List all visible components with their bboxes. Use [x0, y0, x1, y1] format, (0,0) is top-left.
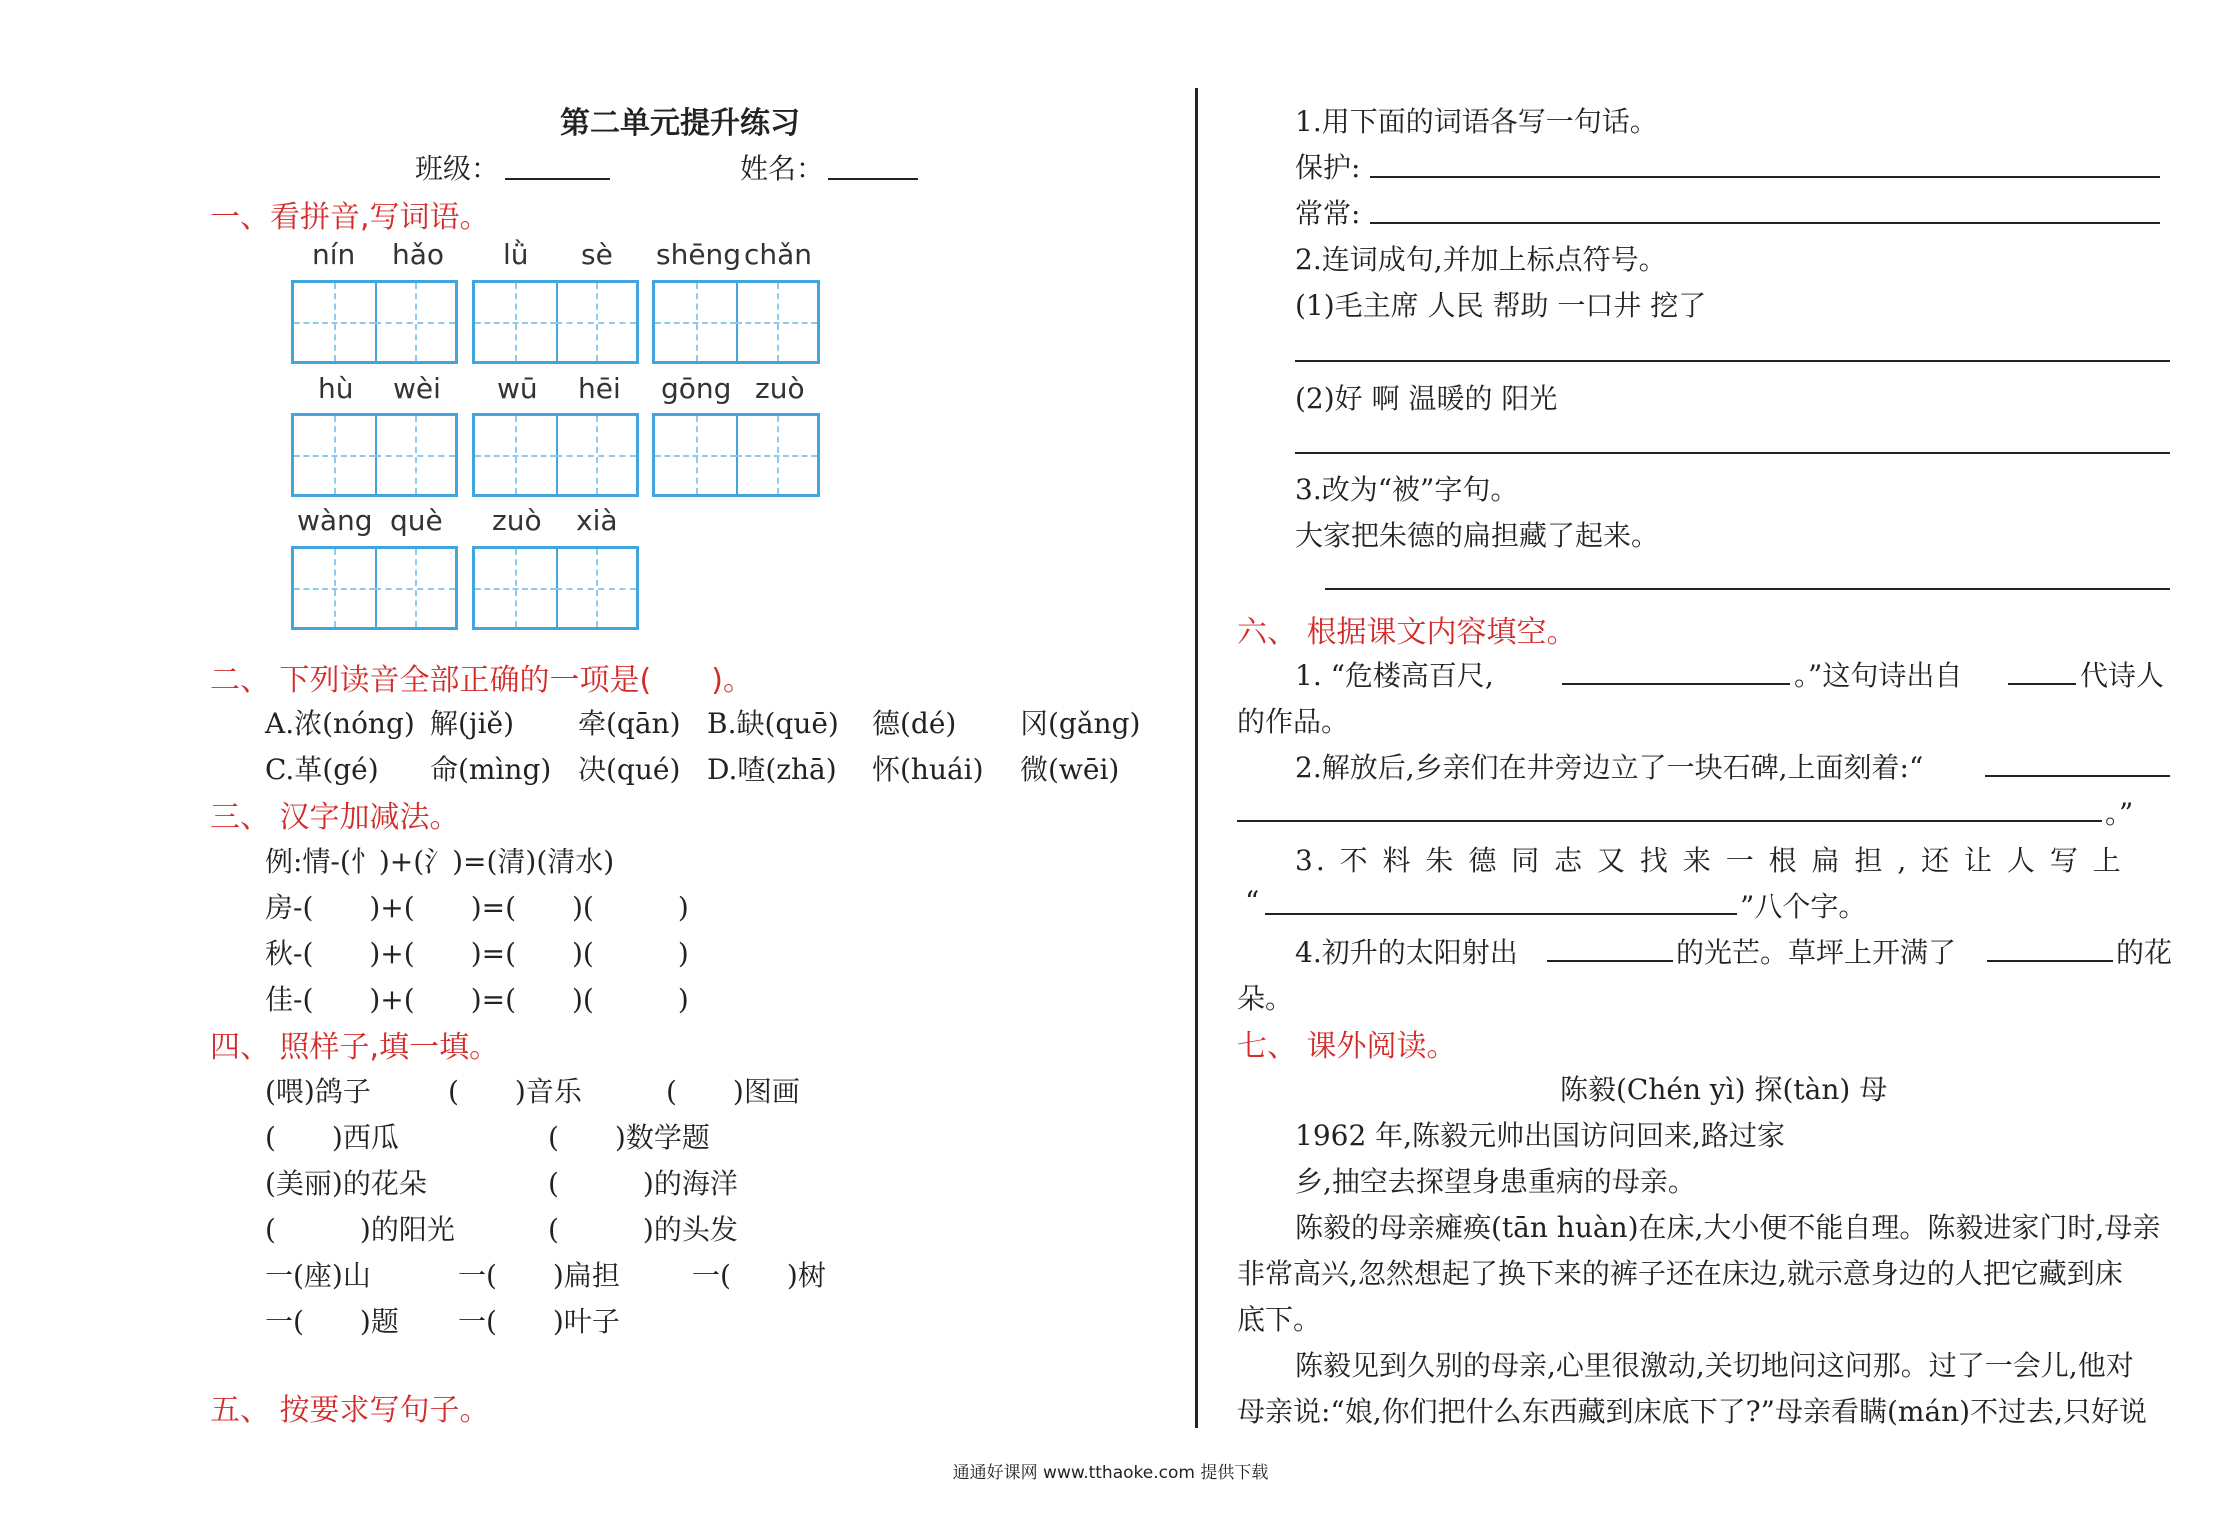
exercise-line[interactable]: 秋-( )+( )=( )( ) [265, 937, 689, 970]
name-blank[interactable] [828, 178, 918, 180]
s6-q4a: 4.初升的太阳射出 [1295, 936, 1518, 969]
section-2-heading: 二、 下列读音全部正确的一项是( )。 [210, 663, 753, 698]
pinyin: zuò [492, 504, 542, 537]
pinyin: nín [312, 238, 356, 271]
s6-q4d: 朵。 [1237, 982, 1294, 1015]
option-item: 牵(qān) [578, 707, 681, 740]
pinyin: què [390, 504, 443, 537]
passage-line: 1962 年,陈毅元帅出国访问回来,路过家 [1295, 1119, 1785, 1152]
s6-q4c: 的花 [2116, 936, 2173, 969]
fill-item[interactable]: 一( )题 [265, 1305, 399, 1338]
answer-line[interactable] [1562, 683, 1790, 685]
exercise-line[interactable]: 佳-( )+( )=( )( ) [265, 983, 689, 1016]
writing-box[interactable] [291, 546, 458, 630]
fill-item[interactable]: 一( )扁担 [458, 1259, 620, 1292]
passage-line: 底下。 [1237, 1303, 1322, 1336]
fill-item[interactable]: 一( )叶子 [458, 1305, 620, 1338]
s6-q3c: ”八个字。 [1740, 890, 1867, 923]
column-divider [1195, 88, 1198, 1428]
pinyin: wū [497, 372, 538, 405]
footer-text: 通通好课网 www.tthaoke.com 提供下载 [952, 1463, 1269, 1483]
answer-line[interactable] [1987, 960, 2113, 962]
answer-line[interactable] [1985, 775, 2170, 777]
answer-line[interactable] [2008, 683, 2076, 685]
option-item: B.缺(quē) [707, 707, 839, 740]
s6-q3a: 3. 不 料 朱 德 同 志 又 找 来 一 根 扁 担 , 还 让 人 写 上 [1295, 844, 2124, 877]
s6-q1d: 的作品。 [1237, 705, 1350, 738]
answer-line[interactable] [1237, 820, 2102, 822]
fill-item[interactable]: ( )音乐 [448, 1075, 582, 1108]
page-title: 第二单元提升练习 [560, 106, 800, 141]
example-line: 例:情-(忄)+(氵)=(清)(清水) [265, 845, 615, 878]
name-label: 姓名： [740, 152, 825, 185]
s6-q3b: “ [1245, 885, 1260, 918]
answer-line[interactable] [1370, 176, 2160, 178]
s6-q2a: 2.解放后,乡亲们在井旁边立了一块石碑,上面刻着:“ [1295, 751, 1924, 784]
s6-q1a: 1. “危楼高百尺, [1295, 659, 1494, 692]
s5-q2a: (1)毛主席 人民 帮助 一口井 挖了 [1295, 289, 1707, 322]
section-4-heading: 四、 照样子,填一填。 [210, 1030, 500, 1065]
passage-line: 乡,抽空去探望身患重病的母亲。 [1295, 1165, 1696, 1198]
pinyin: zuò [755, 372, 805, 405]
pinyin: xià [576, 504, 618, 537]
class-label: 班级： [415, 152, 500, 185]
writing-box[interactable] [291, 413, 458, 497]
passage-line: 陈毅的母亲瘫痪(tān huàn)在床,大小便不能自理。陈毅进家门时,母亲 [1295, 1211, 2161, 1244]
passage-line: 陈毅见到久别的母亲,心里很激动,关切地问这问那。过了一会儿,他对 [1295, 1349, 2134, 1382]
s6-q1b: 。”这句诗出自 [1794, 659, 1963, 692]
writing-box[interactable] [652, 413, 820, 497]
option-item: 命(mìng) [430, 753, 552, 786]
s6-q4b: 的光芒。草坪上开满了 [1676, 936, 1957, 969]
pinyin: hēi [578, 372, 621, 405]
s5-q3: 3.改为“被”字句。 [1295, 473, 1519, 506]
section-7-heading: 七、 课外阅读。 [1237, 1029, 1457, 1064]
writing-box[interactable] [652, 280, 820, 364]
writing-box[interactable] [472, 280, 639, 364]
fill-item[interactable]: ( )的海洋 [548, 1167, 738, 1200]
writing-box[interactable] [472, 413, 639, 497]
answer-line[interactable] [1295, 452, 2170, 454]
fill-item[interactable]: 一(座)山 [265, 1259, 371, 1292]
passage-line: 非常高兴,忽然想起了换下来的裤子还在床边,就示意身边的人把它藏到床 [1237, 1257, 2123, 1290]
option-item: 微(wēi) [1020, 753, 1120, 786]
fill-item[interactable]: ( )的头发 [548, 1213, 738, 1246]
pinyin: sè [581, 238, 613, 271]
pinyin: hù [318, 372, 354, 405]
answer-line[interactable] [1370, 222, 2160, 224]
s5-q2: 2.连词成句,并加上标点符号。 [1295, 243, 1667, 276]
option-item: 德(dé) [872, 707, 957, 740]
section-1-heading: 一、看拼音,写词语。 [210, 200, 490, 235]
class-blank[interactable] [505, 178, 610, 180]
section-3-heading: 三、 汉字加减法。 [210, 800, 460, 835]
pinyin: chǎn [744, 238, 813, 271]
option-item: 解(jiě) [430, 707, 515, 740]
s5-q1b-label: 常常: [1295, 197, 1361, 230]
pinyin: shēng [656, 238, 742, 271]
s6-q2b: 。” [2105, 797, 2134, 830]
pinyin: hǎo [392, 238, 445, 271]
s5-q1a-label: 保护: [1295, 151, 1361, 184]
passage-line: 母亲说:“娘,你们把什么东西藏到床底下了?”母亲看瞒(mán)不过去,只好说 [1237, 1395, 2148, 1428]
fill-item[interactable]: (美丽)的花朵 [265, 1167, 427, 1200]
answer-line[interactable] [1295, 360, 2170, 362]
s5-q1: 1.用下面的词语各写一句话。 [1295, 105, 1658, 138]
answer-line[interactable] [1547, 960, 1673, 962]
pinyin: wèi [393, 372, 441, 405]
exercise-line[interactable]: 房-( )+( )=( )( ) [265, 891, 689, 924]
pinyin: wàng [297, 504, 373, 537]
fill-item[interactable]: 一( )树 [692, 1259, 826, 1292]
option-item: 决(qué) [578, 753, 681, 786]
section-6-heading: 六、 根据课文内容填空。 [1237, 615, 1577, 650]
fill-item[interactable]: ( )西瓜 [265, 1121, 399, 1154]
answer-line[interactable] [1325, 588, 2170, 590]
fill-item[interactable]: (喂)鸽子 [265, 1075, 371, 1108]
fill-item[interactable]: ( )的阳光 [265, 1213, 455, 1246]
option-item: 冈(gǎng) [1020, 707, 1141, 740]
writing-box[interactable] [472, 546, 639, 630]
fill-item[interactable]: ( )图画 [666, 1075, 800, 1108]
option-item: D.喳(zhā) [707, 753, 837, 786]
s5-q3a: 大家把朱德的扁担藏了起来。 [1295, 519, 1660, 552]
s6-q1c: 代诗人 [2080, 659, 2165, 692]
pinyin: lǜ [503, 238, 529, 271]
passage-title: 陈毅(Chén yì) 探(tàn) 母 [1560, 1073, 1888, 1106]
pinyin: gōng [661, 372, 732, 405]
option-item: 怀(huái) [872, 753, 984, 786]
fill-item[interactable]: ( )数学题 [548, 1121, 710, 1154]
answer-line[interactable] [1265, 913, 1737, 915]
s5-q2b: (2)好 啊 温暖的 阳光 [1295, 382, 1558, 415]
writing-box[interactable] [291, 280, 458, 364]
section-5-heading: 五、 按要求写句子。 [210, 1393, 490, 1428]
option-item: A.浓(nóng) [265, 707, 415, 740]
option-item: C.革(gé) [265, 753, 379, 786]
